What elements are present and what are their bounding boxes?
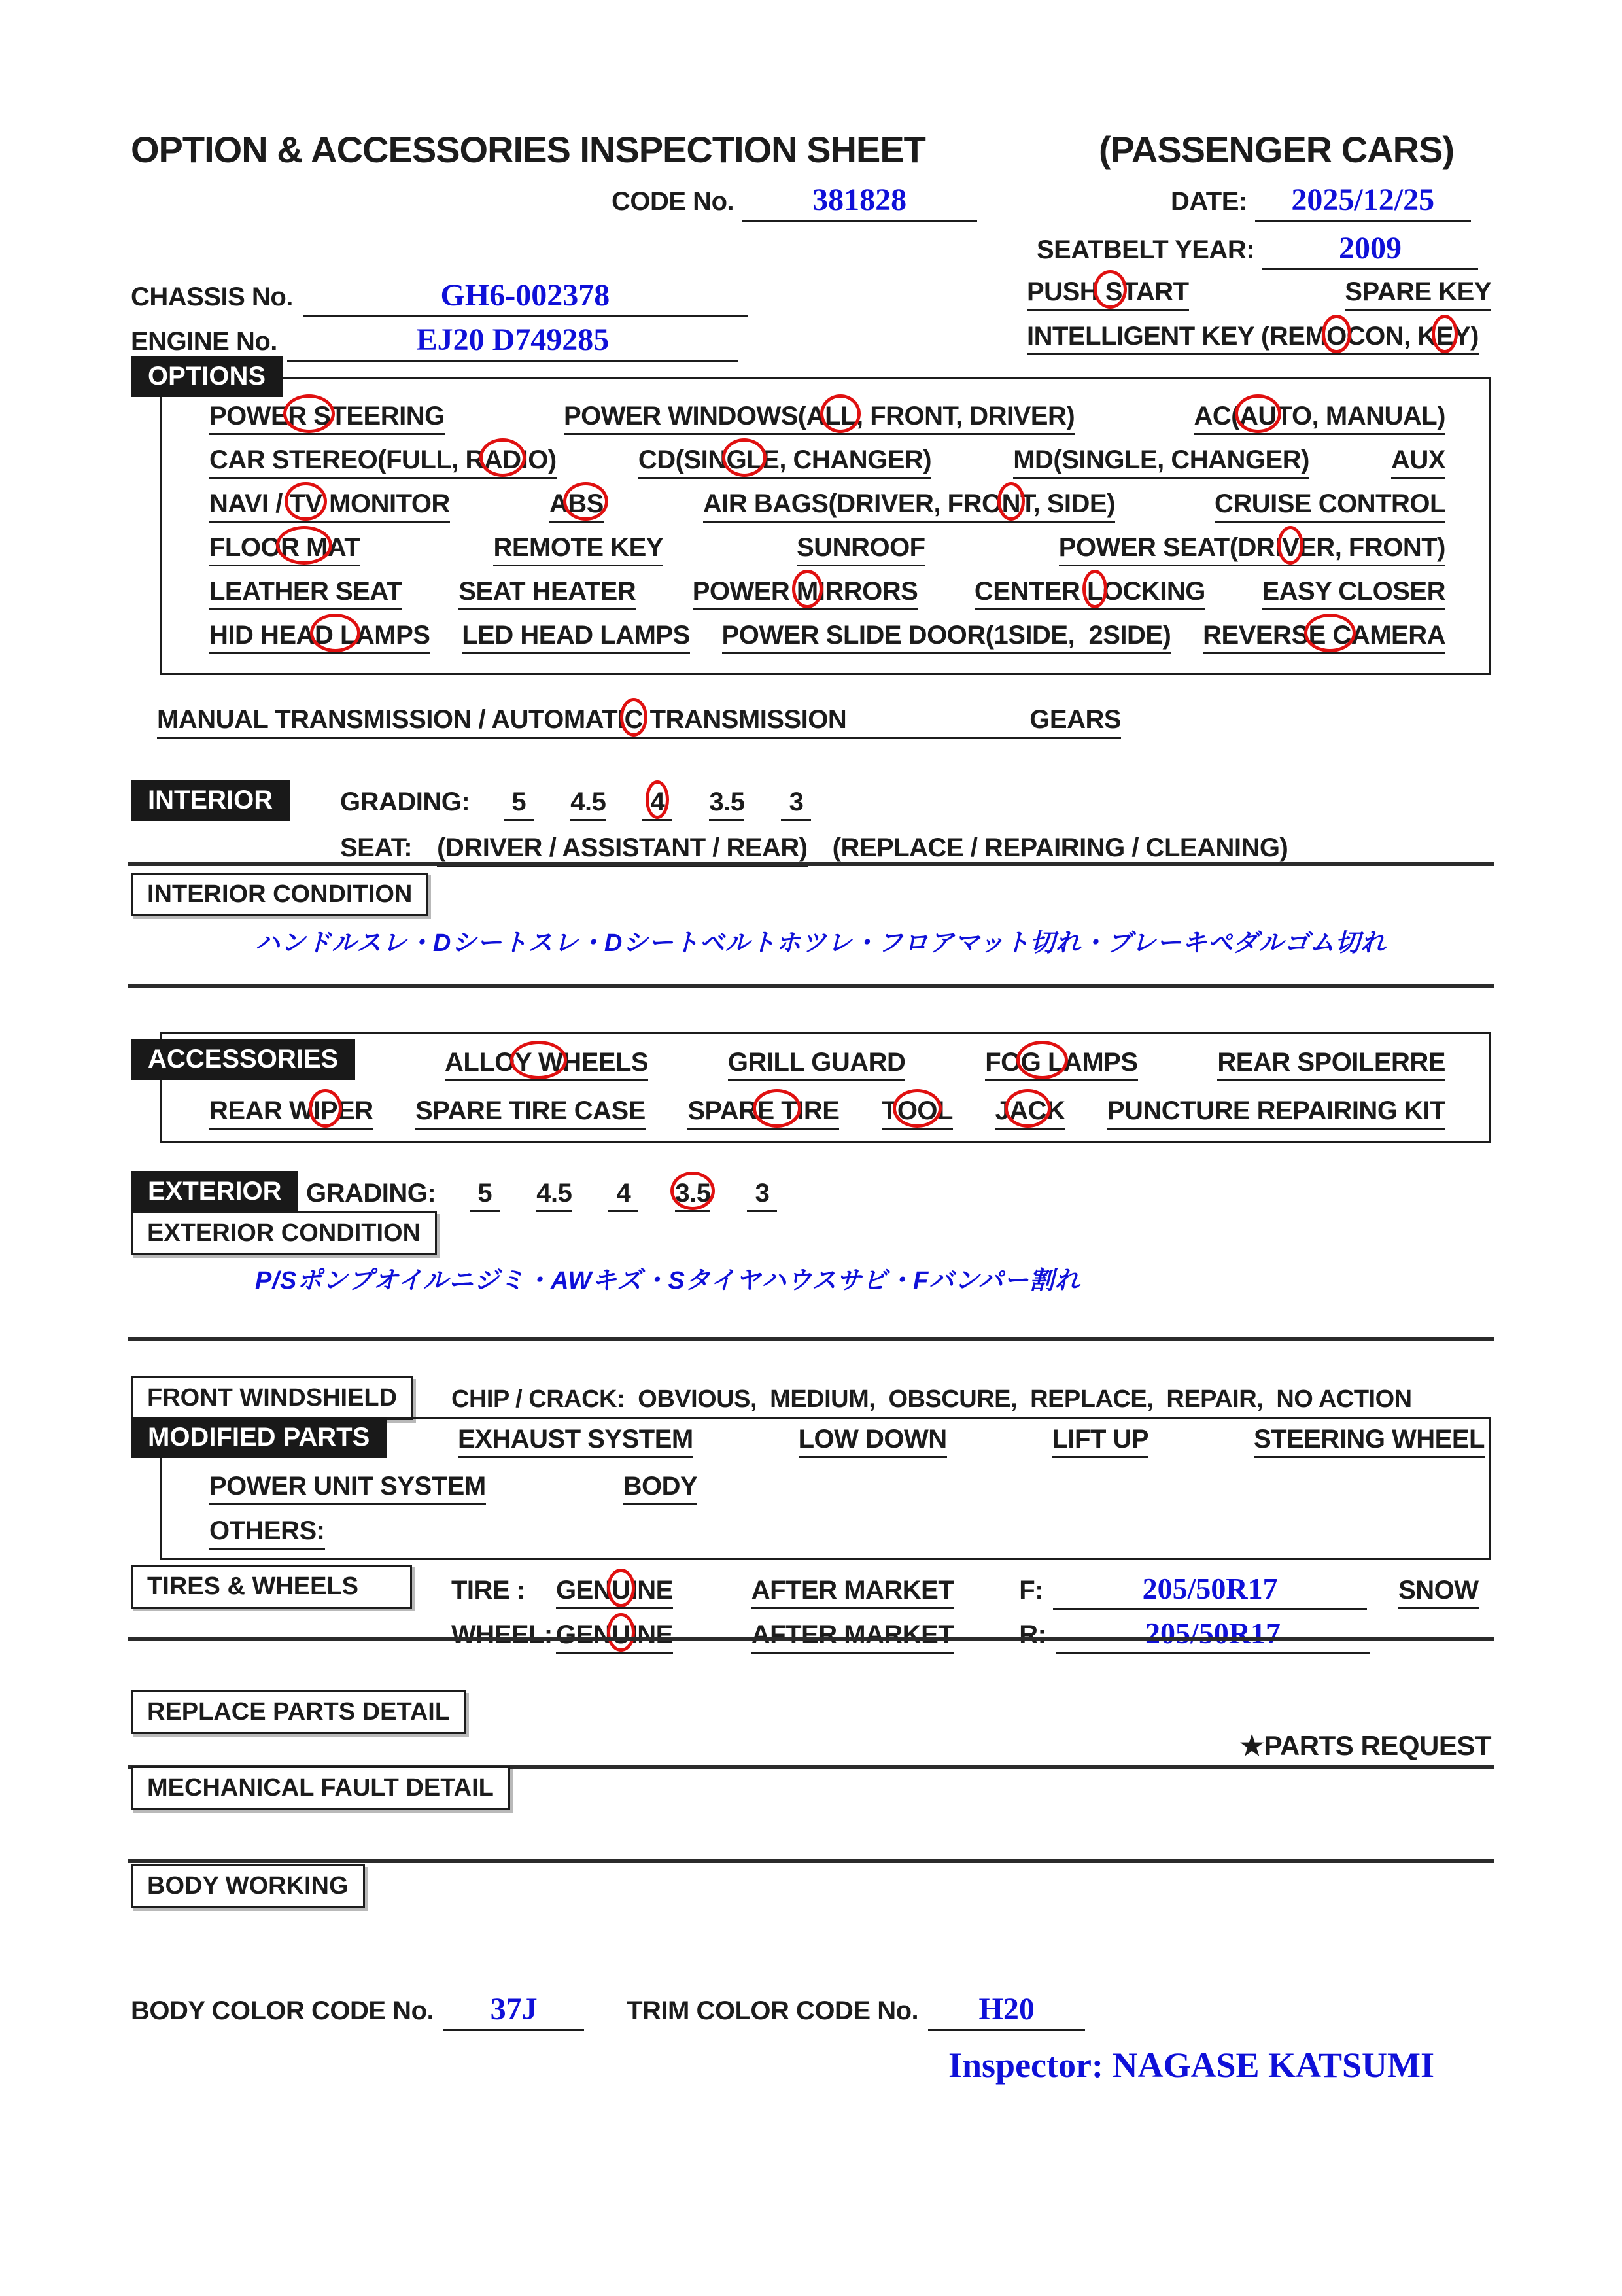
push-start-option <box>1027 277 1189 311</box>
red-circle-mark: BS <box>568 489 604 518</box>
jack <box>995 1096 1065 1130</box>
exterior-grade-4-5 <box>536 1179 572 1212</box>
snow-option: SNOW <box>1398 1576 1478 1609</box>
text-seg: INTELLIGENT KEY (REM <box>1027 322 1327 351</box>
section-divider <box>128 1637 1494 1641</box>
interior-condition-box: INTERIOR CONDITION <box>131 873 428 916</box>
trim-color-code-label: TRIM COLOR CODE No. <box>627 1996 919 2025</box>
text-seg: NAVI / <box>209 489 290 518</box>
text-seg: GEN <box>556 1576 612 1605</box>
interior-grade-3-5 <box>709 788 744 821</box>
text-seg: POWE <box>209 402 288 430</box>
abs <box>549 489 604 523</box>
text-seg: MONITOR <box>322 489 450 518</box>
exterior-grade-3-5 <box>675 1179 710 1212</box>
exterior-grade-3 <box>747 1179 777 1212</box>
mechanical-fault-detail-box: MECHANICAL FAULT DETAIL <box>131 1766 510 1810</box>
sunroof <box>797 533 925 566</box>
text-seg: CENTER <box>974 577 1087 606</box>
exterior-condition-box: EXTERIOR CONDITION <box>131 1211 437 1255</box>
accessories-row-1 <box>445 1048 1445 1081</box>
page-title: OPTION & ACCESSORIES INSPECTION SHEET <box>131 129 925 170</box>
text-seg: 5 <box>477 1179 492 1208</box>
text-seg: E, CHANGER) <box>762 445 932 474</box>
seat-label: SEAT: <box>340 833 413 862</box>
interior-grade-3 <box>781 788 811 821</box>
section-divider <box>128 1859 1494 1863</box>
red-circle-mark: V <box>1281 533 1300 562</box>
text-seg: REMOTE KEY <box>493 533 663 562</box>
red-circle-mark: G L <box>1020 1048 1063 1077</box>
front-size-label: F: <box>1019 1576 1044 1605</box>
modified-parts-row-3 <box>209 1516 325 1550</box>
text-seg: IRRORS <box>818 577 918 606</box>
exterior-grading-label: GRADING: <box>306 1179 436 1208</box>
red-circle-mark: R M <box>281 533 328 562</box>
code-no-label: CODE No. <box>612 187 734 216</box>
text-seg: SPARE TIRE CASE <box>415 1096 646 1125</box>
text-seg: POWER UNIT SYSTEM <box>209 1472 486 1501</box>
text-seg: SPAR <box>687 1096 757 1125</box>
text-seg: A <box>549 489 568 518</box>
red-circle-mark: N <box>1001 489 1020 518</box>
floor-mat <box>209 533 360 566</box>
page-subtitle: (PASSENGER CARS) <box>1099 129 1455 170</box>
interior-grade-4 <box>642 788 672 821</box>
text-seg: TRANSMISSION <box>643 705 847 734</box>
text-seg: T, SIDE) <box>1020 489 1115 518</box>
spare-key-option <box>1345 277 1491 311</box>
led-head-lamps <box>462 621 690 654</box>
power-mirrors <box>693 577 918 610</box>
text-seg: CRUISE CONTROL <box>1214 489 1445 518</box>
power-steering <box>209 402 445 435</box>
text-seg: EXHAUST SYSTEM <box>458 1425 693 1453</box>
chassis-no-label: CHASSIS No. <box>131 283 293 311</box>
exterior-grade-5 <box>470 1179 500 1212</box>
text-seg: REVERS <box>1203 621 1309 650</box>
text-seg: EASY CLOSER <box>1262 577 1445 606</box>
rear-size-label: R: <box>1019 1620 1046 1649</box>
text-seg: OCKING <box>1102 577 1205 606</box>
wheel-lead-label: WHEEL: <box>451 1620 553 1649</box>
text-seg: 4.5 <box>536 1179 572 1208</box>
tire-lead-label: TIRE : <box>451 1576 525 1605</box>
tool <box>882 1096 953 1130</box>
chassis-no-value: GH6-002378 <box>303 277 748 317</box>
text-seg: PUSH <box>1027 277 1099 306</box>
easy-closer <box>1262 577 1445 610</box>
text-seg: LED HEAD LAMPS <box>462 621 690 650</box>
text-seg: 4.5 <box>570 788 606 816</box>
text-seg: AMERA <box>1351 621 1445 650</box>
text-seg: 3 <box>755 1179 770 1208</box>
options-row-6 <box>209 621 1445 654</box>
red-circle-mark: Y W <box>514 1048 563 1077</box>
lift-up <box>1052 1425 1149 1458</box>
engine-no-value: EJ20 D749285 <box>287 322 738 362</box>
code-no-value: 381828 <box>742 182 977 222</box>
options-row-3 <box>209 489 1445 523</box>
exterior-grades <box>470 1179 777 1212</box>
text-seg: TO, MANUAL) <box>1276 402 1445 430</box>
power-seat <box>1059 533 1445 566</box>
text-seg: INE <box>630 1576 673 1605</box>
text-seg: Y) <box>1453 322 1479 351</box>
options-row-5 <box>209 577 1445 610</box>
grill-guard <box>728 1048 906 1081</box>
red-circle-mark: M <box>796 577 818 606</box>
red-circle-mark: U <box>612 1620 630 1649</box>
interior-grade-4-5 <box>570 788 606 821</box>
hid-head-lamps <box>209 621 430 654</box>
interior-section-header: INTERIOR <box>131 780 290 821</box>
tire-genuine-option <box>556 1576 673 1609</box>
body-color-code-value: 37J <box>443 1991 584 2031</box>
inspector-signature: Inspector: NAGASE KATSUMI <box>948 2045 1435 2085</box>
parts-request-label: ★PARTS REQUEST <box>1239 1730 1491 1761</box>
exterior-grade-4 <box>608 1179 638 1212</box>
red-circle-mark: GL <box>726 445 763 474</box>
interior-grades <box>504 788 811 821</box>
text-seg: AMPS <box>355 621 430 650</box>
cd <box>638 445 931 479</box>
text-seg: MANUAL TRANSMISSION / AUTOMATI <box>157 705 625 734</box>
text-seg: AMPS <box>1063 1048 1138 1077</box>
text-seg: 4 <box>616 1179 631 1208</box>
red-circle-mark: TV <box>289 489 322 518</box>
options-row-1 <box>209 402 1445 435</box>
text-seg: MD(SINGLE, CHANGER) <box>1013 445 1309 474</box>
section-divider <box>128 984 1494 988</box>
text-seg: CD(SIN <box>638 445 727 474</box>
text-seg: REAR W <box>209 1096 314 1125</box>
text-seg: LOW DOWN <box>798 1425 947 1453</box>
red-circle-mark: U <box>612 1576 630 1605</box>
front-windshield-box: FRONT WINDSHIELD <box>131 1376 413 1420</box>
body-working-box: BODY WORKING <box>131 1864 365 1908</box>
text-seg: K <box>1046 1096 1065 1125</box>
text-seg: , FRONT, DRIVER) <box>855 402 1075 430</box>
power-slide-door <box>722 621 1171 654</box>
exterior-condition-note: P/Sポンプオイルニジミ・AWキズ・Sタイヤハウスサビ・Fバンパー割れ <box>255 1267 1080 1295</box>
md <box>1013 445 1309 479</box>
ac <box>1194 402 1445 435</box>
red-circle-mark: 3.5 <box>675 1179 711 1208</box>
text-seg: POWER SLIDE DOOR(1SIDE, 2SIDE) <box>721 621 1171 650</box>
text-seg: LIFT UP <box>1052 1425 1149 1453</box>
power-windows <box>564 402 1075 435</box>
text-seg: LEATHER SEAT <box>209 577 402 606</box>
replace-parts-detail-box: REPLACE PARTS DETAIL <box>131 1690 466 1734</box>
chip-crack-options: CHIP / CRACK: OBVIOUS, MEDIUM, OBSCURE, REPLACE, REPAIR, NO ACTION <box>451 1385 1412 1413</box>
text-seg: TART <box>1122 277 1189 306</box>
seat-action-options: (REPLACE / REPAIRING / CLEANING) <box>832 833 1288 862</box>
interior-grade-5 <box>504 788 534 821</box>
options-row-2 <box>209 445 1445 479</box>
body-color-code-label: BODY COLOR CODE No. <box>131 1996 434 2025</box>
text-seg: AIR BAGS(DRIVER, FRO <box>702 489 1002 518</box>
options-section-header: OPTIONS <box>131 356 283 397</box>
text-seg: SUNROOF <box>797 533 925 562</box>
alloy-wheels <box>445 1048 648 1081</box>
options-row-4 <box>209 533 1445 566</box>
red-circle-mark: E <box>1436 322 1453 351</box>
modified-parts-section-header: MODIFIED PARTS <box>131 1417 387 1458</box>
accessories-section-header: ACCESSORIES <box>131 1039 355 1080</box>
section-divider <box>128 1337 1494 1341</box>
accessories-row-2 <box>209 1096 1445 1130</box>
text-seg: STEERING WHEEL <box>1253 1425 1485 1453</box>
tire-after-market-option: AFTER MARKET <box>751 1576 954 1609</box>
front-tire-size-value: 205/50R17 <box>1053 1571 1367 1610</box>
reverse-camera <box>1203 621 1445 654</box>
seat-heater <box>458 577 636 610</box>
text-seg: ER, FRONT) <box>1299 533 1445 562</box>
text-seg: L <box>937 1096 953 1125</box>
low-down <box>799 1425 947 1458</box>
red-circle-mark: S <box>1098 277 1122 306</box>
center-locking <box>975 577 1205 610</box>
red-circle-mark: 4 <box>650 788 665 816</box>
text-seg: POWER SEAT(DRI <box>1058 533 1282 562</box>
modified-parts-row-1 <box>458 1425 1485 1458</box>
wheel-after-market-option: AFTER MARKET <box>751 1620 954 1654</box>
text-seg: 3.5 <box>709 788 745 816</box>
text-seg: SPARE KEY <box>1345 277 1491 306</box>
text-seg: AUX <box>1391 445 1445 474</box>
text-seg: HID HEA <box>209 621 315 650</box>
text-seg: POWER <box>692 577 797 606</box>
red-circle-mark: C <box>624 705 643 734</box>
red-circle-mark: D L <box>314 621 356 650</box>
text-seg: SEAT HEATER <box>458 577 636 606</box>
aux <box>1391 445 1445 479</box>
text-seg: J <box>995 1096 1010 1125</box>
tires-wheels-box: TIRES & WHEELS <box>131 1565 412 1609</box>
text-seg: HEELS <box>562 1048 649 1077</box>
red-circle-mark: O <box>1326 322 1347 351</box>
engine-no-label: ENGINE No. <box>131 327 277 356</box>
interior-condition-note: ハンドルスレ・Dシートスレ・Dシートベルトホツレ・フロアマット切れ・ブレーキペダルゴム切れ <box>255 930 1387 957</box>
exhaust-system <box>458 1425 693 1458</box>
fog-lamps <box>985 1048 1137 1081</box>
text-seg: POWER WINDOWS(A <box>563 402 825 430</box>
text-seg: ER <box>337 1096 373 1125</box>
exterior-section-header: EXTERIOR <box>131 1171 298 1212</box>
red-circle-mark: LL <box>825 402 856 430</box>
text-seg: PUNCTURE REPAIRING KIT <box>1107 1096 1445 1125</box>
red-circle-mark: OO <box>897 1096 938 1125</box>
power-unit-system <box>209 1472 486 1505</box>
section-divider <box>128 862 1494 866</box>
text-seg: CON, K <box>1346 322 1436 351</box>
text-seg: AC( <box>1194 402 1240 430</box>
text-seg: GRILL GUARD <box>727 1048 906 1077</box>
text-seg: REAR SPOILERRE <box>1217 1048 1445 1077</box>
red-circle-mark: IP <box>313 1096 338 1125</box>
car-stereo <box>209 445 557 479</box>
text-seg: OTHERS: <box>209 1516 325 1545</box>
date-value: 2025/12/25 <box>1255 182 1471 222</box>
text-seg: 3 <box>789 788 804 816</box>
air-bags <box>703 489 1115 523</box>
text-seg: GEN <box>556 1620 612 1649</box>
text-seg: FO <box>985 1048 1021 1077</box>
seatbelt-year-value: 2009 <box>1262 230 1478 270</box>
body <box>623 1472 698 1505</box>
date-label: DATE: <box>1171 187 1247 216</box>
remote-key <box>493 533 663 566</box>
red-circle-mark: E C <box>1308 621 1351 650</box>
red-circle-mark: L <box>1086 577 1103 606</box>
text-seg: ALLO <box>445 1048 515 1077</box>
text-seg: IRE <box>797 1096 840 1125</box>
red-circle-mark: E T <box>757 1096 797 1125</box>
red-circle-mark: R S <box>288 402 331 430</box>
text-seg: TEERING <box>330 402 445 430</box>
seatbelt-year-label: SEATBELT YEAR: <box>1037 235 1255 264</box>
rear-tire-size-value: 205/50R17 <box>1056 1616 1370 1654</box>
navi-tv-monitor <box>209 489 450 523</box>
gears-label: GEARS <box>1029 705 1122 734</box>
text-seg: AT <box>327 533 360 562</box>
red-circle-mark: AD <box>483 445 521 474</box>
red-circle-mark: AU <box>1239 402 1277 430</box>
modified-parts-row-2 <box>209 1472 697 1505</box>
others <box>209 1516 325 1550</box>
text-seg: BODY <box>623 1472 698 1501</box>
text-seg: T <box>881 1096 897 1125</box>
cruise-control <box>1215 489 1445 523</box>
spare-tire-case <box>415 1096 646 1130</box>
text-seg: IO) <box>521 445 557 474</box>
rear-spoilerre <box>1217 1048 1445 1081</box>
red-circle-mark: AC <box>1009 1096 1046 1125</box>
steering-wheel <box>1254 1425 1485 1458</box>
seat-position-options: (DRIVER / ASSISTANT / REAR) <box>437 833 808 867</box>
spare-tire <box>687 1096 839 1130</box>
rear-wiper <box>209 1096 373 1130</box>
text-seg: 5 <box>511 788 526 816</box>
puncture-repairing-kit <box>1107 1096 1445 1130</box>
intelligent-key-option <box>1027 322 1479 355</box>
text-seg: FLOO <box>209 533 281 562</box>
transmission-options <box>157 705 846 735</box>
trim-color-code-value: H20 <box>928 1991 1085 2031</box>
text-seg: INE <box>630 1620 673 1649</box>
leather-seat <box>209 577 402 610</box>
interior-grading-label: GRADING: <box>340 788 470 816</box>
text-seg: CAR STEREO(FULL, R <box>209 445 484 474</box>
